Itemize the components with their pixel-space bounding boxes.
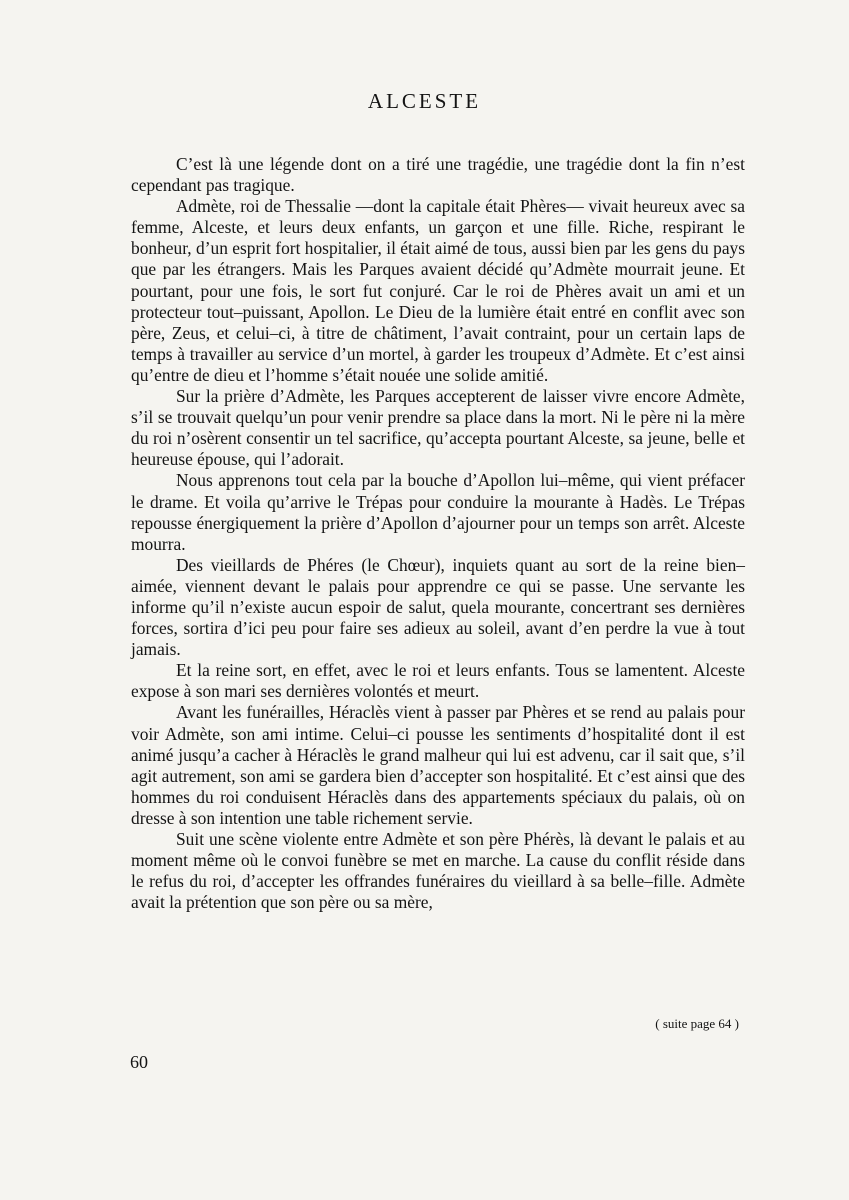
paragraph-6: Et la reine sort, en effet, avec le roi et leurs enfants. Tous se lamentent. Alceste expose à son mari ses dernières volontés et meurt. [131,660,745,702]
article-body [131,154,745,913]
page-title: ALCESTE [367,89,482,113]
paragraph-2: Admète, roi de Thessalie —dont la capitale était Phères— vivait heureux avec sa femme, Alceste, et leurs deux enfants, un garçon et une fille. Riche, respirant le bonheur, d’un esprit fort hospitalier, il était aimé de tous, aussi bien par les gens du pays que par les étrangers. Mais les Parques avaient décidé qu’Admète mourrait jeune. Et pourtant, pour une fois, le sort fut conjuré. Car le roi de Phères avait un ami et un protecteur tout–puissant, Apollon. Le Dieu de la lumière était entré en conflit avec son père, Zeus, et celui–ci, à titre de châtiment, l’avait contraint, pour un certain laps de temps à travailler au service d’un mortel, à garder les troupeux d’Admète. Et c’est ainsi qu’entre de dieu et l’homme s’était nouée une solide amitié. [131,196,745,385]
paragraph-1: C’est là une légende dont on a tiré une tragédie, une tragédie dont la fin n’est cependant pas tragique. [131,154,745,196]
paragraph-5: Des vieillards de Phéres (le Chœur), inquiets quant au sort de la reine bien–aimée, viennent devant le palais pour apprendre ce qui se passe. Une servante les informe qu’il n’existe aucun espoir de salut, quela mourante, concertrant ses dernières forces, sortira d’ici peu pour faire ses adieux au soleil, avant d’en perdre la vue à tout jamais. [131,554,745,660]
paragraph-7: Avant les funérailles, Héraclès vient à passer par Phères et se rend au palais pour voir Admète, son ami intime. Celui–ci pousse les sentiments d’hospitalité dont il est animé jusqu’a cacher à Héraclès le grand malheur qui lui est advenu, car il sait que, s’il agit autrement, son ami se gardera bien d’accepter son hospitalité. Et c’est ainsi que des hommes du roi conduisent Héraclès dans des appartements spéciaux du palais, où on dresse à son intention une table richement servie. [131,702,745,828]
paragraph-8: Suit une scène violente entre Admète et son père Phérès, là devant le palais et au moment même où le convoi funèbre se met en marche. La cause du conflit réside dans le refus du roi, d’accepter les offrandes funéraires du vieillard à sa belle–fille. Admète avait la prétention que son père ou sa mère, [131,829,745,913]
page-number: 60 [130,1052,148,1072]
paragraph-3: Sur la prière d’Admète, les Parques accepterent de laisser vivre encore Admète, s’il se trouvait quelqu’un pour venir prendre sa place dans la mort. Ni le père ni la mère du roi n’osèrent consentir un tel sacrifice, qu’accepta pourtant Alceste, sa jeune, belle et heureuse épouse, qui l’adorait. [131,386,745,470]
paragraph-4: Nous apprenons tout cela par la bouche d’Apollon lui–même, qui vient préfacer le drame. Et voila qu’arrive le Trépas pour conduire la mourante à Hadès. Le Trépas repousse énergiquement la prière d’Apollon d’ajourner pour un temps son arrêt. Alceste mourra. [131,470,745,554]
continuation-note: ( suite page 64 ) [655,1016,739,1031]
